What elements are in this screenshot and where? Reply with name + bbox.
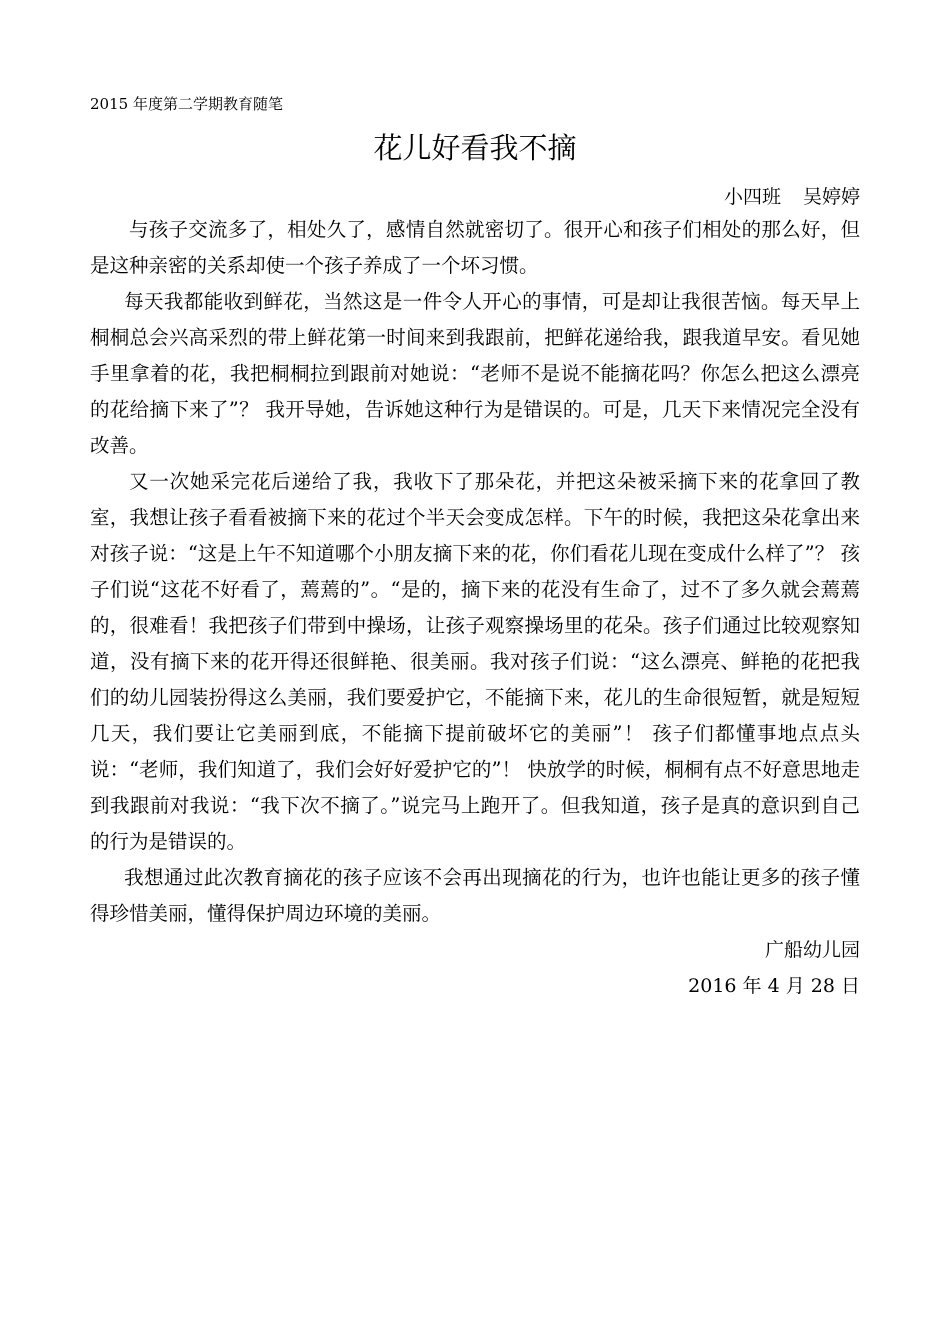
paragraph-1: 与孩子交流多了，相处久了，感情自然就密切了。很开心和孩子们相处的那么好，但是这种亲密的关系却使一个孩子养成了一个坏习惯。 xyxy=(90,218,860,277)
paragraph-2: 每天我都能收到鲜花，当然这是一件令人开心的事情，可是却让我很苦恼。每天早上桐桐总会兴高采烈的带上鲜花第一时间来到我跟前，把鲜花递给我，跟我道早安。看见她手里拿着的花，我把桐桐拉到跟前对她说：“老师不是说不能摘花吗？你怎么把这么漂亮的花给摘下来了”？ 我开导她，告诉她这种行为是错误的。可是，几天下来情况完全没有改善。 xyxy=(90,290,860,457)
page-title: 花儿好看我不摘 xyxy=(373,131,577,165)
paragraph-4: 我想通过此次教育摘花的孩子应该不会再出现摘花的行为，也许也能让更多的孩子懂得珍惜美丽，懂得保护周边环境的美丽。 xyxy=(90,866,860,925)
byline xyxy=(90,182,860,212)
signature-org: 广船幼儿园 xyxy=(764,939,860,961)
signature-date: 2016 年 4 月 28 日 xyxy=(688,975,860,997)
byline-class: 小四班 xyxy=(723,186,781,208)
series-label: 2015 年度第二学期教育随笔 xyxy=(90,95,283,113)
byline-author: 吴婷婷 xyxy=(802,186,860,208)
document-page xyxy=(90,92,860,1004)
paragraph-3: 又一次她采完花后递给了我，我收下了那朵花，并把这朵被采摘下来的花拿回了教室，我想让孩子看看被摘下来的花过个半天会变成怎样。下午的时候，我把这朵花拿出来对孩子说：“这是上午不知道哪个小朋友摘下来的花，你们看花儿现在变成什么样了”？ 孩子们说“这花不好看了，蔫蔫的”。“是的，摘下来的花没有生命了，过不了多久就会蔫蔫的，很难看！我把孩子们带到中操场，让孩子观察操场里的花朵。孩子们通过比较观察知道，没有摘下来的花开得还很鲜艳、很美丽。我对孩子们说：“这么漂亮、鲜艳的花把我们的幼儿园装扮得这么美丽，我们要爱护它，不能摘下来，花儿的生命很短暂，就是短短几天，我们要让它美丽到底，不能摘下提前破坏它的美丽”！ 孩子们都懂事地点点头说：“老师，我们知道了，我们会好好爱护它的”！ 快放学的时候，桐桐有点不好意思地走到我跟前对我说：“我下次不摘了。”说完马上跑开了。但我知道，孩子是真的意识到自己的行为是错误的。 xyxy=(90,470,860,853)
